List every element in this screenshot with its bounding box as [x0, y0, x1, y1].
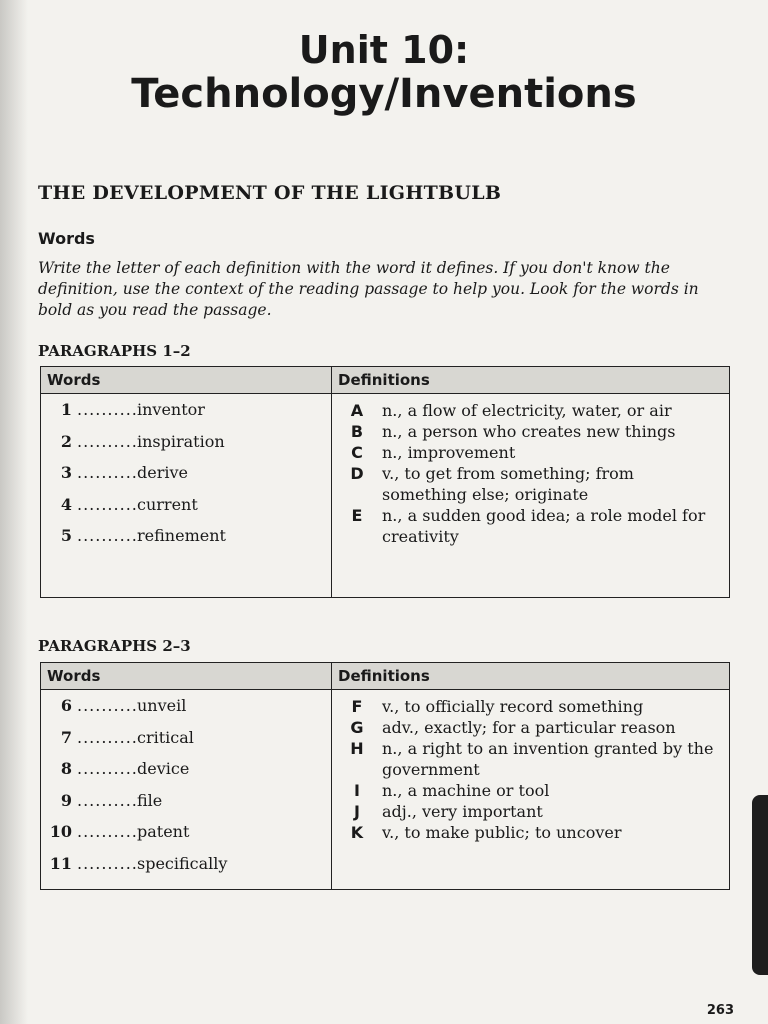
word-row [41, 822, 331, 854]
answer-blank: .......... [77, 727, 138, 747]
definition-letter: E [351, 506, 363, 525]
word-number: 9 [60, 790, 72, 810]
word-row [41, 696, 331, 728]
definition-letter: J [354, 802, 360, 821]
unit-title-line1: Unit 10: [298, 28, 470, 72]
paragraphs-1-2-heading: PARAGRAPHS 1–2 [38, 342, 191, 360]
page-gutter-shadow [0, 0, 28, 1024]
definition-text: n., a person who creates new things [382, 422, 676, 441]
answer-blank: .......... [77, 526, 138, 545]
word: critical [137, 727, 194, 747]
word: file [137, 790, 163, 810]
word-row [41, 854, 331, 886]
definition-letter: F [351, 697, 363, 716]
definition-letter: H [350, 739, 364, 758]
definition-text: v., to make public; to uncover [382, 823, 622, 842]
definition-row [332, 822, 729, 843]
word-number: 8 [60, 759, 72, 778]
instructions: Write the letter of each definition with the word it defines. If you don't know the definition, use the context of the reading passage to help you. Look for the words in bold as you read the passage. [38, 259, 699, 319]
word-number: 3 [60, 463, 72, 482]
definition-text: n., improvement [382, 443, 516, 462]
chapter-tab-marker [752, 795, 768, 975]
word-number: 4 [60, 494, 72, 514]
word: inventor [137, 400, 205, 419]
vocab-table-1 [40, 366, 730, 598]
definition-row [332, 442, 729, 463]
definition-letter: A [350, 401, 364, 420]
word-number: 10 [49, 822, 72, 841]
word-row [41, 759, 331, 791]
definitions-list [332, 690, 730, 890]
definition-letter: C [351, 443, 363, 462]
section-title: THE DEVELOPMENT OF THE LIGHTBULB [38, 182, 502, 204]
word-number: 2 [60, 431, 72, 451]
word-row [41, 526, 331, 558]
unit-title-line2: Technology/Inventions [131, 71, 637, 117]
definition-row [332, 421, 729, 442]
word: current [137, 494, 198, 514]
definition-letter: K [350, 823, 364, 842]
word: patent [137, 822, 190, 841]
definition-letter: I [354, 781, 360, 800]
definition-row [332, 738, 729, 780]
words-list [41, 690, 332, 890]
definition-text: adj., very important [382, 802, 543, 821]
word: device [137, 759, 190, 778]
answer-blank: .......... [77, 400, 138, 419]
definition-row [332, 400, 729, 421]
vocab-table-2 [40, 662, 730, 890]
words-list [41, 394, 332, 598]
definition-letter: B [350, 422, 364, 441]
word: refinement [137, 526, 226, 545]
word-row [41, 791, 331, 823]
answer-blank: .......... [77, 822, 138, 841]
words-column-header: Words [41, 367, 332, 394]
answer-blank: .......... [77, 463, 138, 482]
definition-row [332, 801, 729, 822]
definition-text: n., a flow of electricity, water, or air [382, 401, 672, 420]
word: inspiration [137, 431, 225, 451]
answer-blank: .......... [77, 759, 138, 778]
definition-letter: G [350, 718, 364, 737]
word: specifically [137, 853, 228, 873]
answer-blank: .......... [77, 494, 138, 514]
word-row [41, 463, 331, 495]
words-heading: Words [38, 229, 95, 248]
word-row [41, 728, 331, 760]
word-number: 6 [60, 696, 72, 715]
word-number: 11 [49, 853, 72, 873]
definition-letter: D [350, 464, 364, 483]
definition-row [332, 505, 729, 547]
definition-row [332, 463, 729, 505]
unit-title [0, 28, 768, 116]
definition-row [332, 780, 729, 801]
word-row [41, 432, 331, 464]
answer-blank: .......... [77, 431, 138, 451]
word-number: 5 [60, 526, 72, 545]
definition-text: n., a machine or tool [382, 781, 550, 800]
word-number: 1 [60, 400, 72, 419]
definitions-list [332, 394, 730, 598]
definition-text: n., a sudden good idea; a role model for creativity [382, 506, 706, 546]
word-row [41, 495, 331, 527]
definition-row [332, 717, 729, 738]
answer-blank: .......... [77, 853, 138, 873]
word: unveil [137, 696, 187, 715]
definition-row [332, 696, 729, 717]
definition-text: v., to get from something; from something else; originate [382, 464, 634, 504]
definition-text: adv., exactly; for a particular reason [382, 718, 676, 737]
answer-blank: .......... [77, 790, 138, 810]
definitions-column-header: Definitions [332, 663, 730, 690]
word-number: 7 [60, 727, 72, 747]
page-number: 263 [706, 1003, 734, 1018]
definition-text: n., a right to an invention granted by the government [382, 739, 714, 779]
words-column-header: Words [41, 663, 332, 690]
word-row [41, 400, 331, 432]
paragraphs-2-3-heading: PARAGRAPHS 2–3 [38, 637, 191, 655]
answer-blank: .......... [77, 696, 138, 715]
word: derive [137, 463, 188, 482]
definitions-column-header: Definitions [332, 367, 730, 394]
definition-text: v., to officially record something [382, 697, 644, 716]
